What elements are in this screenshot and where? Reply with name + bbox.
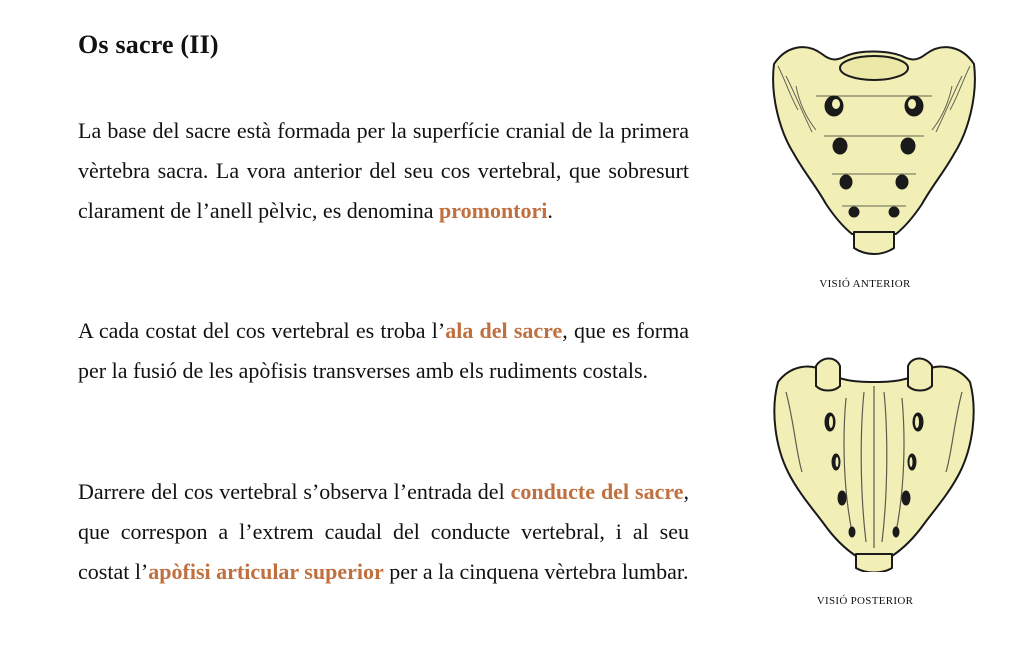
term-apofisi-articular-superior: apòfisi articular superior	[148, 559, 384, 584]
caption-posterior: VISIÓ POSTERIOR	[816, 595, 914, 607]
sacrum-anterior-illustration	[756, 36, 990, 258]
paragraph-ala	[78, 311, 689, 391]
paragraph-text: A cada costat del cos vertebral es troba l’	[78, 318, 446, 343]
term-conducte-del-sacre: conducte del sacre	[510, 479, 684, 504]
page-title: Os sacre (II)	[78, 30, 219, 59]
sacrum-posterior-illustration	[756, 352, 990, 572]
paragraph-conducte	[78, 472, 689, 592]
paragraph-text: per a la cinquena vèrtebra lumbar.	[383, 559, 689, 584]
sacrum-anterior-figure	[756, 36, 990, 258]
caption-anterior: VISIÓ ANTERIOR	[819, 278, 911, 290]
paragraph-text: La base del sacre està formada per la superfície cranial de la primera vèrtebra sacra. La vora anterior del seu cos vertebral, que sobresurt clarament de l’anell pèlvic, es denomina	[78, 118, 689, 223]
paragraph-text: Darrere del cos vertebral s’observa l’entrada del	[78, 479, 511, 504]
paragraph-base	[78, 111, 689, 231]
paragraph-text: .	[547, 198, 553, 223]
sacrum-posterior-figure	[756, 352, 990, 572]
term-promontori: promontori	[439, 198, 548, 223]
paragraph-text: , que correspon a l’extrem caudal del conducte vertebral, i al seu costat l’	[78, 479, 689, 584]
term-ala-del-sacre: ala del sacre	[445, 318, 563, 343]
paragraph-text: , que es forma per la fusió de les apòfisis transverses amb els rudiments costals.	[78, 318, 689, 383]
